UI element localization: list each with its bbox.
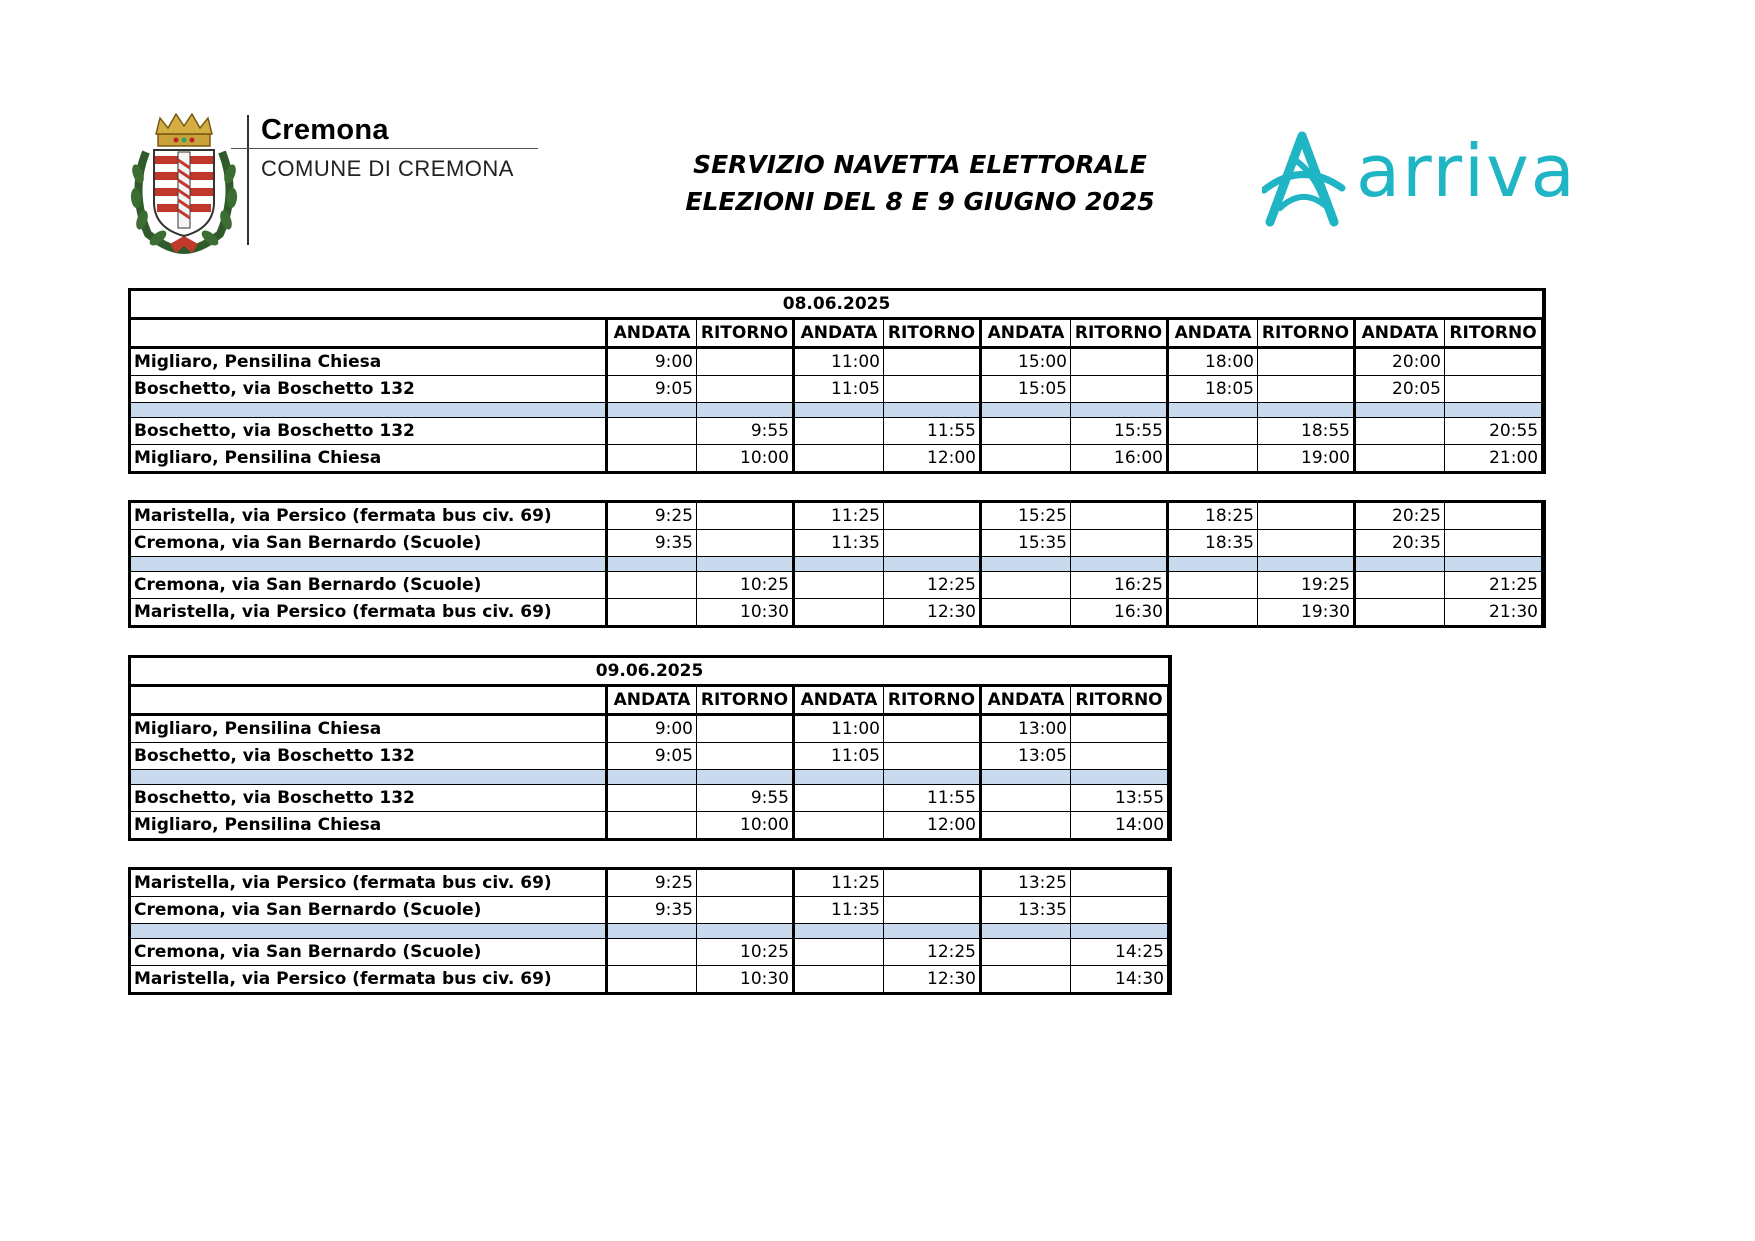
ritorno-time: 9:55 bbox=[697, 785, 794, 812]
ritorno-time: 16:25 bbox=[1071, 572, 1168, 599]
andata-time bbox=[981, 445, 1071, 472]
column-header-blank bbox=[131, 686, 607, 715]
stop-name: Maristella, via Persico (fermata bus civ. 69) bbox=[131, 599, 607, 626]
separator-cell bbox=[697, 403, 794, 418]
separator-cell bbox=[794, 403, 884, 418]
andata-time: 13:00 bbox=[981, 715, 1071, 743]
stop-name: Maristella, via Persico (fermata bus civ. 69) bbox=[131, 966, 607, 993]
logo-divider bbox=[247, 115, 249, 245]
table-row bbox=[131, 870, 1169, 897]
andata-time bbox=[607, 785, 697, 812]
table-row bbox=[131, 445, 1543, 472]
andata-time: 11:00 bbox=[794, 348, 884, 376]
andata-time: 15:00 bbox=[981, 348, 1071, 376]
andata-time: 20:05 bbox=[1355, 376, 1445, 403]
andata-time bbox=[981, 939, 1071, 966]
table-row bbox=[131, 785, 1169, 812]
table-row bbox=[131, 715, 1169, 743]
column-header-andata: ANDATA bbox=[607, 319, 697, 348]
ritorno-time: 19:30 bbox=[1258, 599, 1355, 626]
andata-time: 11:25 bbox=[794, 503, 884, 530]
andata-time bbox=[1168, 572, 1258, 599]
table-row bbox=[131, 376, 1543, 403]
day2-block1 bbox=[131, 715, 1169, 839]
andata-time bbox=[607, 445, 697, 472]
andata-time bbox=[607, 966, 697, 993]
ritorno-time bbox=[884, 743, 981, 770]
ritorno-time bbox=[884, 870, 981, 897]
andata-time bbox=[981, 812, 1071, 839]
date-header: 09.06.2025 bbox=[131, 658, 1169, 686]
andata-time bbox=[607, 599, 697, 626]
andata-time bbox=[607, 418, 697, 445]
ritorno-time: 21:00 bbox=[1445, 445, 1543, 472]
ritorno-time: 12:25 bbox=[884, 939, 981, 966]
andata-time bbox=[1168, 599, 1258, 626]
andata-time bbox=[1355, 599, 1445, 626]
table-row bbox=[131, 348, 1543, 376]
ritorno-time bbox=[697, 870, 794, 897]
table-row bbox=[131, 418, 1543, 445]
column-header-row bbox=[131, 319, 1543, 348]
ritorno-time bbox=[1071, 715, 1169, 743]
ritorno-time: 19:25 bbox=[1258, 572, 1355, 599]
andata-time bbox=[794, 785, 884, 812]
andata-time bbox=[607, 939, 697, 966]
separator-cell bbox=[1071, 557, 1168, 572]
separator-cell bbox=[131, 924, 607, 939]
date-row bbox=[131, 291, 1543, 319]
separator-cell bbox=[794, 557, 884, 572]
andata-time bbox=[794, 418, 884, 445]
andata-time: 11:00 bbox=[794, 715, 884, 743]
date-row bbox=[131, 658, 1169, 686]
column-header-andata: ANDATA bbox=[607, 686, 697, 715]
andata-time: 11:25 bbox=[794, 870, 884, 897]
ritorno-time: 10:00 bbox=[697, 812, 794, 839]
andata-time: 9:00 bbox=[607, 348, 697, 376]
andata-time: 9:00 bbox=[607, 715, 697, 743]
separator-cell bbox=[884, 403, 981, 418]
column-header-blank bbox=[131, 319, 607, 348]
stop-name: Cremona, via San Bernardo (Scuole) bbox=[131, 897, 607, 924]
ritorno-time: 14:25 bbox=[1071, 939, 1169, 966]
title-line-1: SERVIZIO NAVETTA ELETTORALE bbox=[693, 150, 1147, 179]
city-name: Cremona bbox=[261, 114, 389, 146]
ritorno-time bbox=[1071, 348, 1168, 376]
separator-cell bbox=[697, 557, 794, 572]
table-row bbox=[131, 572, 1543, 599]
andata-time bbox=[1355, 445, 1445, 472]
ritorno-time bbox=[1445, 348, 1543, 376]
separator-cell bbox=[884, 557, 981, 572]
separator-cell bbox=[1071, 924, 1169, 939]
ritorno-time bbox=[1258, 376, 1355, 403]
ritorno-time: 21:25 bbox=[1445, 572, 1543, 599]
stop-name: Migliaro, Pensilina Chiesa bbox=[131, 715, 607, 743]
ritorno-time: 10:25 bbox=[697, 939, 794, 966]
andata-time: 11:35 bbox=[794, 530, 884, 557]
column-header-andata: ANDATA bbox=[1355, 319, 1445, 348]
separator-cell bbox=[607, 924, 697, 939]
ritorno-time bbox=[697, 376, 794, 403]
ritorno-time: 18:55 bbox=[1258, 418, 1355, 445]
separator-cell bbox=[1168, 403, 1258, 418]
separator-cell bbox=[1071, 403, 1168, 418]
ritorno-time: 19:00 bbox=[1258, 445, 1355, 472]
ritorno-time bbox=[697, 897, 794, 924]
ritorno-time bbox=[1258, 503, 1355, 530]
andata-time: 18:05 bbox=[1168, 376, 1258, 403]
andata-time bbox=[794, 572, 884, 599]
ritorno-time bbox=[697, 503, 794, 530]
andata-time: 9:05 bbox=[607, 743, 697, 770]
ritorno-time bbox=[1445, 503, 1543, 530]
andata-time bbox=[981, 599, 1071, 626]
separator-cell bbox=[131, 770, 607, 785]
andata-time bbox=[794, 445, 884, 472]
coat-of-arms-icon bbox=[128, 112, 240, 254]
table-row bbox=[131, 530, 1543, 557]
day1-block1 bbox=[131, 348, 1543, 472]
ritorno-time: 16:00 bbox=[1071, 445, 1168, 472]
ritorno-time bbox=[1071, 376, 1168, 403]
ritorno-time bbox=[697, 348, 794, 376]
andata-time bbox=[1355, 572, 1445, 599]
ritorno-time: 20:55 bbox=[1445, 418, 1543, 445]
andata-time: 15:25 bbox=[981, 503, 1071, 530]
andata-time: 18:25 bbox=[1168, 503, 1258, 530]
separator-cell bbox=[697, 924, 794, 939]
separator-row bbox=[131, 924, 1169, 939]
stop-name: Migliaro, Pensilina Chiesa bbox=[131, 812, 607, 839]
andata-time bbox=[607, 572, 697, 599]
stop-name: Migliaro, Pensilina Chiesa bbox=[131, 445, 607, 472]
separator-row bbox=[131, 770, 1169, 785]
andata-time: 13:25 bbox=[981, 870, 1071, 897]
ritorno-time: 12:00 bbox=[884, 445, 981, 472]
andata-time: 11:35 bbox=[794, 897, 884, 924]
column-header-andata: ANDATA bbox=[794, 319, 884, 348]
stop-name: Boschetto, via Boschetto 132 bbox=[131, 785, 607, 812]
andata-time: 15:35 bbox=[981, 530, 1071, 557]
ritorno-time: 12:30 bbox=[884, 599, 981, 626]
andata-time: 18:35 bbox=[1168, 530, 1258, 557]
andata-time: 20:00 bbox=[1355, 348, 1445, 376]
day2-header bbox=[131, 658, 1169, 715]
column-header-ritorno: RITORNO bbox=[884, 686, 981, 715]
andata-time bbox=[794, 812, 884, 839]
separator-cell bbox=[981, 403, 1071, 418]
ritorno-time: 9:55 bbox=[697, 418, 794, 445]
ritorno-time: 12:00 bbox=[884, 812, 981, 839]
separator-cell bbox=[607, 403, 697, 418]
stop-name: Boschetto, via Boschetto 132 bbox=[131, 418, 607, 445]
separator-cell bbox=[607, 557, 697, 572]
schedule-table-09-06-block2 bbox=[130, 869, 1170, 993]
comune-name: COMUNE DI CREMONA bbox=[261, 156, 514, 181]
andata-time: 18:00 bbox=[1168, 348, 1258, 376]
column-header-andata: ANDATA bbox=[1168, 319, 1258, 348]
andata-time: 9:35 bbox=[607, 530, 697, 557]
schedule-table-08-06-block2 bbox=[130, 502, 1544, 626]
andata-time bbox=[981, 418, 1071, 445]
andata-time: 9:25 bbox=[607, 503, 697, 530]
column-header-ritorno: RITORNO bbox=[884, 319, 981, 348]
separator-cell bbox=[981, 770, 1071, 785]
ritorno-time: 16:30 bbox=[1071, 599, 1168, 626]
ritorno-time bbox=[1258, 348, 1355, 376]
andata-time: 9:05 bbox=[607, 376, 697, 403]
ritorno-time bbox=[884, 715, 981, 743]
stop-name: Maristella, via Persico (fermata bus civ. 69) bbox=[131, 503, 607, 530]
table-row bbox=[131, 966, 1169, 993]
ritorno-time bbox=[1445, 530, 1543, 557]
ritorno-time: 11:55 bbox=[884, 418, 981, 445]
ritorno-time bbox=[1258, 530, 1355, 557]
ritorno-time bbox=[884, 348, 981, 376]
andata-time bbox=[794, 939, 884, 966]
table-row bbox=[131, 897, 1169, 924]
andata-time bbox=[1168, 418, 1258, 445]
stop-name: Boschetto, via Boschetto 132 bbox=[131, 376, 607, 403]
stop-name: Cremona, via San Bernardo (Scuole) bbox=[131, 572, 607, 599]
andata-time bbox=[794, 966, 884, 993]
ritorno-time: 10:25 bbox=[697, 572, 794, 599]
column-header-andata: ANDATA bbox=[794, 686, 884, 715]
column-header-ritorno: RITORNO bbox=[697, 319, 794, 348]
separator-cell bbox=[131, 403, 607, 418]
title-line-2: ELEZIONI DEL 8 E 9 GIUGNO 2025 bbox=[685, 187, 1155, 216]
day1-header bbox=[131, 291, 1543, 348]
ritorno-time: 21:30 bbox=[1445, 599, 1543, 626]
andata-time bbox=[794, 599, 884, 626]
separator-cell bbox=[981, 924, 1071, 939]
ritorno-time: 10:30 bbox=[697, 599, 794, 626]
column-header-ritorno: RITORNO bbox=[1071, 319, 1168, 348]
schedule-table-08-06 bbox=[130, 290, 1544, 472]
separator-cell bbox=[884, 924, 981, 939]
table-row bbox=[131, 743, 1169, 770]
ritorno-time bbox=[697, 715, 794, 743]
andata-time: 20:25 bbox=[1355, 503, 1445, 530]
stop-name: Boschetto, via Boschetto 132 bbox=[131, 743, 607, 770]
ritorno-time bbox=[697, 743, 794, 770]
comune-logo bbox=[128, 112, 538, 257]
ritorno-time: 12:30 bbox=[884, 966, 981, 993]
ritorno-time: 12:25 bbox=[884, 572, 981, 599]
andata-time bbox=[981, 966, 1071, 993]
table-row bbox=[131, 939, 1169, 966]
separator-row bbox=[131, 403, 1543, 418]
ritorno-time: 15:55 bbox=[1071, 418, 1168, 445]
document-title bbox=[660, 146, 1180, 220]
ritorno-time bbox=[884, 530, 981, 557]
stop-name: Cremona, via San Bernardo (Scuole) bbox=[131, 530, 607, 557]
andata-time bbox=[981, 572, 1071, 599]
column-header-ritorno: RITORNO bbox=[697, 686, 794, 715]
ritorno-time bbox=[884, 503, 981, 530]
andata-time: 13:35 bbox=[981, 897, 1071, 924]
andata-time: 15:05 bbox=[981, 376, 1071, 403]
stop-name: Cremona, via San Bernardo (Scuole) bbox=[131, 939, 607, 966]
andata-time: 9:35 bbox=[607, 897, 697, 924]
andata-time: 13:05 bbox=[981, 743, 1071, 770]
andata-time bbox=[1355, 418, 1445, 445]
column-header-ritorno: RITORNO bbox=[1071, 686, 1169, 715]
ritorno-time bbox=[1071, 897, 1169, 924]
separator-row bbox=[131, 557, 1543, 572]
date-header: 08.06.2025 bbox=[131, 291, 1543, 319]
separator-cell bbox=[1355, 557, 1445, 572]
ritorno-time bbox=[1445, 376, 1543, 403]
separator-cell bbox=[607, 770, 697, 785]
separator-cell bbox=[1168, 557, 1258, 572]
schedule-table-09-06 bbox=[130, 657, 1170, 839]
ritorno-time bbox=[884, 376, 981, 403]
separator-cell bbox=[1258, 403, 1355, 418]
table-row bbox=[131, 812, 1169, 839]
andata-time bbox=[607, 812, 697, 839]
column-header-ritorno: RITORNO bbox=[1258, 319, 1355, 348]
separator-cell bbox=[794, 770, 884, 785]
andata-time bbox=[1168, 445, 1258, 472]
table-row bbox=[131, 599, 1543, 626]
ritorno-time: 10:30 bbox=[697, 966, 794, 993]
andata-time bbox=[981, 785, 1071, 812]
separator-cell bbox=[1445, 403, 1543, 418]
separator-cell bbox=[1258, 557, 1355, 572]
separator-cell bbox=[131, 557, 607, 572]
svg-text:arriva: arriva bbox=[1356, 130, 1577, 213]
separator-cell bbox=[884, 770, 981, 785]
stop-name: Migliaro, Pensilina Chiesa bbox=[131, 348, 607, 376]
ritorno-time bbox=[1071, 530, 1168, 557]
ritorno-time bbox=[1071, 870, 1169, 897]
ritorno-time bbox=[697, 530, 794, 557]
ritorno-time: 13:55 bbox=[1071, 785, 1169, 812]
day2-block2 bbox=[131, 870, 1169, 993]
logo-underline bbox=[231, 148, 538, 149]
stop-name: Maristella, via Persico (fermata bus civ. 69) bbox=[131, 870, 607, 897]
column-header-andata: ANDATA bbox=[981, 686, 1071, 715]
separator-cell bbox=[794, 924, 884, 939]
arriva-logo bbox=[1262, 130, 1622, 230]
column-header-row bbox=[131, 686, 1169, 715]
day1-block2 bbox=[131, 503, 1543, 626]
andata-time: 11:05 bbox=[794, 376, 884, 403]
ritorno-time bbox=[884, 897, 981, 924]
column-header-ritorno: RITORNO bbox=[1445, 319, 1543, 348]
andata-time: 9:25 bbox=[607, 870, 697, 897]
separator-cell bbox=[1355, 403, 1445, 418]
andata-time: 11:05 bbox=[794, 743, 884, 770]
andata-time: 20:35 bbox=[1355, 530, 1445, 557]
column-header-andata: ANDATA bbox=[981, 319, 1071, 348]
separator-cell bbox=[1445, 557, 1543, 572]
table-row bbox=[131, 503, 1543, 530]
ritorno-time bbox=[1071, 503, 1168, 530]
ritorno-time: 10:00 bbox=[697, 445, 794, 472]
ritorno-time: 11:55 bbox=[884, 785, 981, 812]
ritorno-time bbox=[1071, 743, 1169, 770]
ritorno-time: 14:30 bbox=[1071, 966, 1169, 993]
separator-cell bbox=[981, 557, 1071, 572]
ritorno-time: 14:00 bbox=[1071, 812, 1169, 839]
separator-cell bbox=[697, 770, 794, 785]
separator-cell bbox=[1071, 770, 1169, 785]
